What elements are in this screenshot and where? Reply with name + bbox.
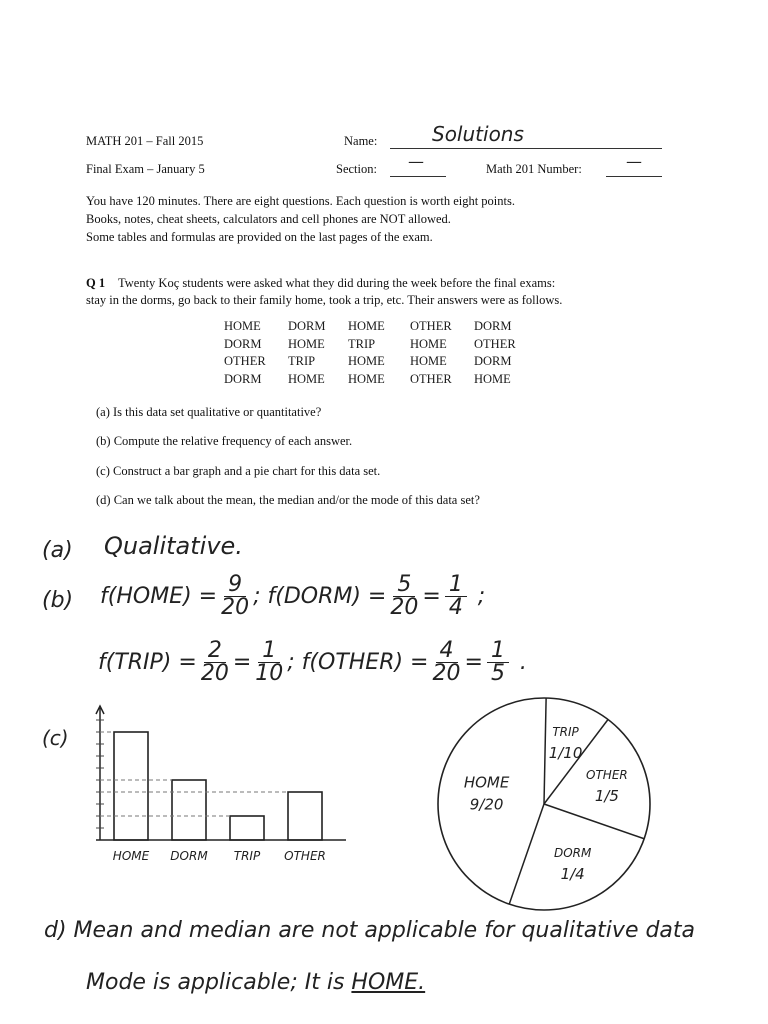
pie-slice-edge [544, 698, 546, 804]
f-home-num: 9 [224, 574, 246, 597]
table-cell: DORM [224, 336, 262, 351]
f-dorm-fraction [390, 574, 418, 619]
table-cell: TRIP [348, 336, 376, 351]
section-label: Section: [336, 162, 377, 176]
instruction-line-2: Books, notes, cheat sheets, calculators and cell phones are NOT allowed. [86, 212, 451, 226]
table-cell: OTHER [474, 336, 516, 351]
f-trip-label: f(TRIP) = [98, 650, 197, 675]
table-cell: HOME [410, 336, 447, 351]
section-underline [390, 176, 446, 177]
question-part-d: (d) Can we talk about the mean, the median and/or the mode of this data set? [96, 493, 480, 507]
f-other-equals: = [464, 650, 483, 675]
f-home-fraction [221, 574, 249, 619]
mode-answer: HOME. [351, 970, 426, 995]
pie-value-trip: 1/10 [548, 743, 583, 762]
table-cell: DORM [224, 371, 262, 386]
pie-value-dorm: 1/4 [560, 865, 585, 884]
question-part-c: (c) Construct a bar graph and a pie chart for this data set. [96, 464, 381, 478]
instruction-line-3: Some tables and formulas are provided on the last pages of the exam. [86, 230, 433, 244]
question-number: Q 1 [86, 276, 106, 290]
table-cell: HOME [348, 354, 385, 368]
pie-label-home: HOME [463, 773, 510, 792]
f-other-label: ; f(OTHER) = [287, 650, 429, 675]
x-tick-label: DORM [170, 849, 208, 863]
name-underline [390, 148, 662, 149]
table-cell: HOME [474, 371, 511, 386]
instruction-line-1: You have 120 minutes. There are eight questions. Each question is worth eight points. [86, 194, 515, 208]
number-label: Math 201 Number: [486, 162, 582, 176]
pie-chart [426, 694, 666, 904]
number-underline [606, 176, 662, 177]
section-value: — [408, 152, 424, 171]
table-cell: HOME [288, 336, 325, 351]
course-title: MATH 201 – Fall 2015 [86, 134, 204, 148]
table-cell: HOME [348, 371, 385, 386]
table-cell: DORM [474, 319, 512, 333]
f-trip-num-2: 1 [258, 640, 280, 663]
table-cell: HOME [410, 354, 447, 368]
f-dorm-num-2: 1 [445, 574, 467, 597]
table-cell: TRIP [288, 354, 316, 368]
bar-chart [82, 700, 352, 880]
f-other-num: 4 [436, 640, 458, 663]
table-cell: DORM [474, 354, 512, 368]
f-other-fraction-simplified [487, 640, 509, 685]
answer-c-label: (c) [42, 726, 69, 750]
f-other-fraction [433, 640, 461, 685]
answer-a-text: Qualitative. [104, 532, 243, 560]
name-label: Name: [344, 134, 378, 148]
f-trip-num: 2 [204, 640, 226, 663]
f-trip-fraction-simplified [255, 640, 283, 685]
f-other-den: 20 [432, 661, 461, 686]
x-tick-label: OTHER [284, 849, 326, 863]
f-trip-equals: = [232, 650, 252, 675]
bar-other [288, 792, 322, 840]
f-dorm-label: ; f(DORM) = [253, 584, 387, 609]
answer-a-label: (a) [42, 538, 73, 563]
question-part-b: (b) Compute the relative frequency of each answer. [96, 434, 353, 448]
table-cell: OTHER [410, 371, 452, 386]
exam-title: Final Exam – January 5 [86, 162, 205, 176]
f-dorm-fraction-simplified [445, 574, 467, 619]
bar-home [114, 732, 148, 840]
separator: ; [470, 584, 486, 609]
data-table [224, 318, 532, 388]
answer-d-line-1: d) Mean and median are not applicable for qualitative data [44, 918, 696, 943]
end-dot: . [512, 650, 527, 675]
f-dorm-den-2: 4 [448, 595, 463, 620]
pie-value-other: 1/5 [594, 786, 619, 805]
f-dorm-den: 20 [390, 595, 419, 620]
question-part-a: (a) Is this data set qualitative or quantitative? [96, 405, 322, 419]
f-other-num-2: 1 [487, 640, 509, 663]
number-value: — [626, 152, 642, 171]
table-cell: HOME [224, 319, 261, 333]
pie-label-trip: TRIP [552, 724, 579, 739]
f-dorm-num: 5 [393, 574, 415, 597]
f-trip-den-2: 10 [255, 661, 284, 686]
f-dorm-equals: = [422, 584, 441, 609]
pie-slice-edge [544, 804, 644, 839]
f-trip-den: 20 [200, 661, 229, 686]
table-cell: DORM [288, 319, 326, 333]
table-cell: HOME [348, 319, 385, 333]
pie-slice-edge [509, 804, 544, 904]
mode-text: Mode is applicable; It is [86, 970, 345, 995]
question-text-line-1: Twenty Koç students were asked what they did during the week before the final exams: [118, 276, 556, 290]
question-text-line-2: stay in the dorms, go back to their family home, took a trip, etc. Their answers were as follows. [86, 293, 563, 307]
answer-b-label: (b) [42, 588, 74, 613]
name-value: Solutions [432, 122, 524, 146]
bar-dorm [172, 780, 206, 840]
pie-label-other: OTHER [586, 767, 628, 782]
f-other-den-2: 5 [490, 661, 505, 686]
answer-b-line-1 [100, 574, 485, 619]
answer-b-line-2 [98, 640, 527, 685]
x-tick-label: TRIP [233, 849, 261, 863]
pie-value-home: 9/20 [469, 795, 504, 814]
bar-trip [230, 816, 264, 840]
f-home-den: 20 [221, 595, 250, 620]
f-home-label: f(HOME) = [100, 584, 218, 609]
table-cell: HOME [288, 371, 325, 386]
table-cell: OTHER [224, 354, 266, 368]
table-cell: OTHER [410, 319, 452, 333]
answer-d-line-2 [86, 970, 425, 995]
pie-label-dorm: DORM [553, 846, 592, 861]
x-tick-label: HOME [112, 849, 150, 863]
f-trip-fraction [201, 640, 229, 685]
